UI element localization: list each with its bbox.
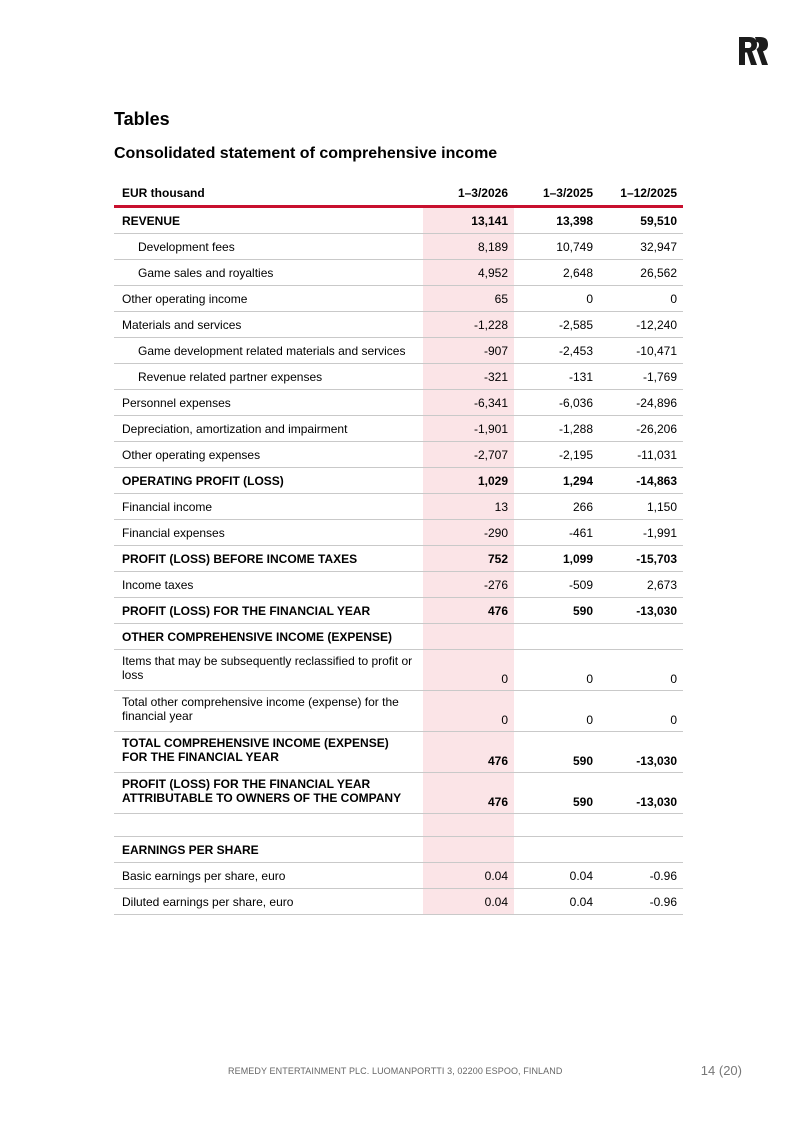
table-row xyxy=(114,572,683,598)
row-value: 752 xyxy=(423,546,514,572)
row-value: -26,206 xyxy=(599,416,683,442)
table-row xyxy=(114,416,683,442)
table-row xyxy=(114,207,683,234)
row-label: Personnel expenses xyxy=(114,390,423,416)
row-value: 0 xyxy=(599,691,683,732)
table-row xyxy=(114,364,683,390)
table-row xyxy=(114,312,683,338)
row-label: Items that may be subsequently reclassified to profit or loss xyxy=(114,650,423,691)
row-value: 590 xyxy=(514,732,599,773)
row-value: 32,947 xyxy=(599,234,683,260)
column-header-unit: EUR thousand xyxy=(114,181,423,207)
row-value: 0 xyxy=(514,650,599,691)
row-value: -2,707 xyxy=(423,442,514,468)
row-value: 590 xyxy=(514,598,599,624)
table-row xyxy=(114,390,683,416)
row-label: PROFIT (LOSS) FOR THE FINANCIAL YEAR ATTRIBUTABLE TO OWNERS OF THE COMPANY xyxy=(114,773,423,814)
table-row xyxy=(114,814,683,837)
page-number: 14 (20) xyxy=(700,1063,742,1078)
row-value: 476 xyxy=(423,598,514,624)
row-value: 1,150 xyxy=(599,494,683,520)
row-value: 590 xyxy=(514,773,599,814)
row-value: -13,030 xyxy=(599,598,683,624)
statement-title: Consolidated statement of comprehensive income xyxy=(114,145,498,162)
row-value: 0 xyxy=(514,691,599,732)
table-row xyxy=(114,286,683,312)
row-value: -13,030 xyxy=(599,773,683,814)
row-value: 0 xyxy=(423,691,514,732)
table-row xyxy=(114,650,683,691)
row-value xyxy=(423,814,514,837)
row-value: 0 xyxy=(599,650,683,691)
row-value: 0 xyxy=(599,286,683,312)
table-row xyxy=(114,260,683,286)
row-label: OTHER COMPREHENSIVE INCOME (EXPENSE) xyxy=(114,624,423,650)
row-value: -131 xyxy=(514,364,599,390)
row-value: -6,341 xyxy=(423,390,514,416)
row-value: 13,398 xyxy=(514,207,599,234)
table-row xyxy=(114,598,683,624)
row-value: 0.04 xyxy=(514,863,599,889)
row-value: 0.04 xyxy=(514,889,599,915)
income-statement-table xyxy=(114,181,683,915)
table-row xyxy=(114,773,683,814)
row-value: 65 xyxy=(423,286,514,312)
row-value: 1,029 xyxy=(423,468,514,494)
row-value: -1,769 xyxy=(599,364,683,390)
row-value xyxy=(599,814,683,837)
table-row xyxy=(114,468,683,494)
row-value: -15,703 xyxy=(599,546,683,572)
row-label: Financial income xyxy=(114,494,423,520)
row-value: 0 xyxy=(514,286,599,312)
row-value: -6,036 xyxy=(514,390,599,416)
row-value: 0.04 xyxy=(423,889,514,915)
table-row xyxy=(114,338,683,364)
row-value xyxy=(599,624,683,650)
table-row xyxy=(114,494,683,520)
row-value: 8,189 xyxy=(423,234,514,260)
row-label: TOTAL COMPREHENSIVE INCOME (EXPENSE) FOR THE FINANCIAL YEAR xyxy=(114,732,423,773)
row-value: -10,471 xyxy=(599,338,683,364)
row-label: Basic earnings per share, euro xyxy=(114,863,423,889)
row-value: -1,288 xyxy=(514,416,599,442)
row-value: 476 xyxy=(423,773,514,814)
row-value xyxy=(514,814,599,837)
row-value: 4,952 xyxy=(423,260,514,286)
row-label: Materials and services xyxy=(114,312,423,338)
row-label: Other operating income xyxy=(114,286,423,312)
column-header-q1-2025: 1–3/2025 xyxy=(514,181,599,207)
row-label: PROFIT (LOSS) FOR THE FINANCIAL YEAR xyxy=(114,598,423,624)
row-value: -1,228 xyxy=(423,312,514,338)
row-value: 1,099 xyxy=(514,546,599,572)
row-value: -2,195 xyxy=(514,442,599,468)
row-value: 13,141 xyxy=(423,207,514,234)
row-value: 0 xyxy=(423,650,514,691)
section-title: Tables xyxy=(114,109,170,129)
row-value: 13 xyxy=(423,494,514,520)
row-label: Game development related materials and services xyxy=(114,338,423,364)
row-value: -12,240 xyxy=(599,312,683,338)
row-label: Financial expenses xyxy=(114,520,423,546)
row-value xyxy=(514,837,599,863)
row-value: -290 xyxy=(423,520,514,546)
row-value: -509 xyxy=(514,572,599,598)
row-label: REVENUE xyxy=(114,207,423,234)
row-value: 59,510 xyxy=(599,207,683,234)
row-label: OPERATING PROFIT (LOSS) xyxy=(114,468,423,494)
row-value: -11,031 xyxy=(599,442,683,468)
row-value: -24,896 xyxy=(599,390,683,416)
row-label: Game sales and royalties xyxy=(114,260,423,286)
row-label: Income taxes xyxy=(114,572,423,598)
row-value: 2,673 xyxy=(599,572,683,598)
table-row xyxy=(114,520,683,546)
table-row xyxy=(114,691,683,732)
footer-address: REMEDY ENTERTAINMENT PLC. LUOMANPORTTI 3, 02200 ESPOO, FINLAND xyxy=(228,1066,563,1076)
row-value: 1,294 xyxy=(514,468,599,494)
row-label: EARNINGS PER SHARE xyxy=(114,837,423,863)
row-value: -1,901 xyxy=(423,416,514,442)
row-label: Total other comprehensive income (expense) for the financial year xyxy=(114,691,423,732)
row-label: PROFIT (LOSS) BEFORE INCOME TAXES xyxy=(114,546,423,572)
row-label: Diluted earnings per share, euro xyxy=(114,889,423,915)
row-value: 476 xyxy=(423,732,514,773)
row-label: Other operating expenses xyxy=(114,442,423,468)
row-value xyxy=(514,624,599,650)
remedy-logo xyxy=(739,36,769,66)
table-row xyxy=(114,234,683,260)
table-row xyxy=(114,837,683,863)
table-header-row xyxy=(114,181,683,207)
row-value: -14,863 xyxy=(599,468,683,494)
table-row xyxy=(114,624,683,650)
row-value: -13,030 xyxy=(599,732,683,773)
table-row xyxy=(114,442,683,468)
column-header-fy-2025: 1–12/2025 xyxy=(599,181,683,207)
row-value: -321 xyxy=(423,364,514,390)
row-value: -907 xyxy=(423,338,514,364)
row-label xyxy=(114,814,423,837)
row-label: Development fees xyxy=(114,234,423,260)
row-value: -0.96 xyxy=(599,863,683,889)
table-row xyxy=(114,732,683,773)
row-value xyxy=(423,624,514,650)
table-row xyxy=(114,546,683,572)
row-label: Revenue related partner expenses xyxy=(114,364,423,390)
row-label: Depreciation, amortization and impairment xyxy=(114,416,423,442)
column-header-q1-2026: 1–3/2026 xyxy=(423,181,514,207)
row-value: 26,562 xyxy=(599,260,683,286)
row-value: -2,585 xyxy=(514,312,599,338)
row-value xyxy=(599,837,683,863)
row-value: -461 xyxy=(514,520,599,546)
row-value: -276 xyxy=(423,572,514,598)
row-value: -0.96 xyxy=(599,889,683,915)
row-value xyxy=(423,837,514,863)
row-value: 0.04 xyxy=(423,863,514,889)
row-value: -1,991 xyxy=(599,520,683,546)
row-value: 266 xyxy=(514,494,599,520)
row-value: -2,453 xyxy=(514,338,599,364)
row-value: 10,749 xyxy=(514,234,599,260)
table-row xyxy=(114,889,683,915)
table-row xyxy=(114,863,683,889)
row-value: 2,648 xyxy=(514,260,599,286)
